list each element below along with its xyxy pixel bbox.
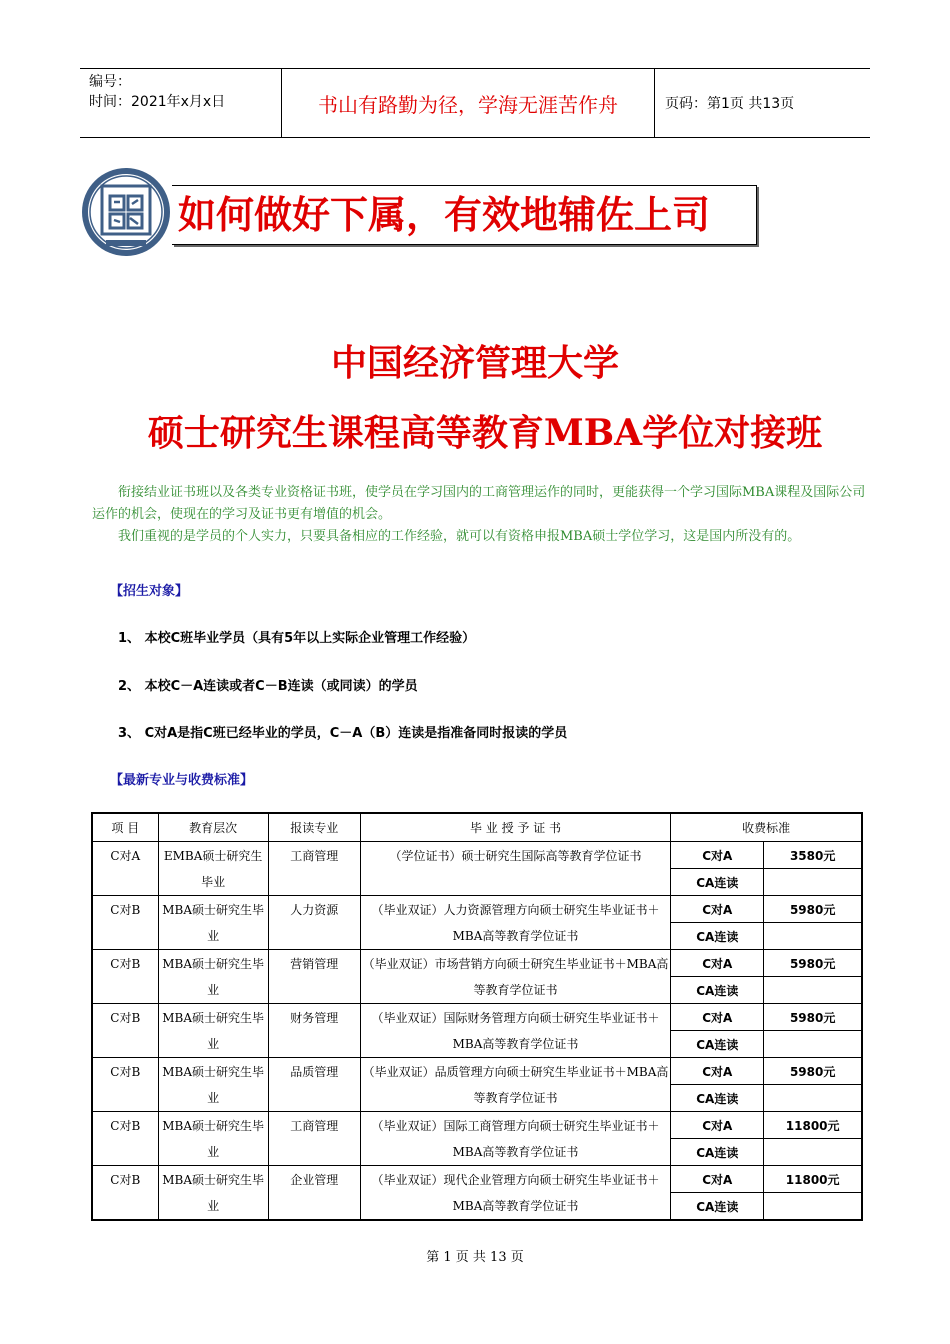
cell-item: C对B	[92, 896, 158, 950]
university-title: 中国经济管理大学	[330, 342, 619, 384]
cell-level: EMBA硕士研究生毕业	[158, 842, 268, 896]
column-header: 收费标准	[671, 813, 862, 842]
intro-paragraph: 衔接结业证书班以及各类专业资格证书班，使学员在学习国内的工商管理运作的同时，更能获得一个学习国际MBA课程及国际公司运作的机会，使现在的学习及证书更有增值的机会。	[92, 485, 866, 522]
document-banner-title: 如何做好下属，有效地辅佐上司	[172, 185, 757, 245]
cell-cert: （毕业双证）国际工商管理方向硕士研究生毕业证书＋MBA高等教育学位证书	[360, 1112, 670, 1166]
cell-fee-value	[764, 1085, 862, 1112]
cell-level: MBA硕士研究生毕业	[158, 1112, 268, 1166]
column-header: 教育层次	[158, 813, 268, 842]
table-row	[92, 896, 862, 923]
enroll-item: 1、 本校C班毕业学员（具有5年以上实际企业管理工作经验）	[118, 631, 476, 646]
table-row	[92, 842, 862, 869]
table-row	[92, 1004, 862, 1031]
cell-fee-value	[764, 923, 862, 950]
header-page-info: 页码：第1页 共13页	[665, 96, 795, 112]
cell-fee-value: 5980元	[764, 1058, 862, 1085]
cell-fee-label: CA连读	[671, 869, 764, 896]
fees-heading: 【最新专业与收费标准】	[110, 773, 254, 788]
cell-fee-label: C对A	[671, 950, 764, 977]
number-label: 编号：	[89, 74, 131, 90]
cell-fee-label: CA连读	[671, 923, 764, 950]
enroll-item: 2、 本校C－A连读或者C－B连读（或同读）的学员	[118, 679, 418, 694]
cell-fee-label: C对A	[671, 842, 764, 869]
cell-cert: （学位证书）硕士研究生国际高等教育学位证书	[360, 842, 670, 896]
cell-fee-value: 11800元	[764, 1166, 862, 1193]
intro-text	[92, 482, 872, 548]
cell-item: C对B	[92, 1058, 158, 1112]
time-label: 时间：2021年x月x日	[89, 94, 226, 110]
cell-fee-value	[764, 1139, 862, 1166]
cell-fee-label: C对A	[671, 1166, 764, 1193]
cell-major: 企业管理	[268, 1166, 360, 1221]
table-row	[92, 1058, 862, 1085]
cell-cert: （毕业双证）市场营销方向硕士研究生毕业证书＋MBA高等教育学位证书	[360, 950, 670, 1004]
cell-item: C对B	[92, 1004, 158, 1058]
cell-fee-value: 3580元	[764, 842, 862, 869]
cell-item: C对A	[92, 842, 158, 896]
cell-level: MBA硕士研究生毕业	[158, 1058, 268, 1112]
cell-major: 财务管理	[268, 1004, 360, 1058]
cell-level: MBA硕士研究生毕业	[158, 896, 268, 950]
header-meta	[80, 69, 282, 137]
cell-major: 人力资源	[268, 896, 360, 950]
cell-level: MBA硕士研究生毕业	[158, 1166, 268, 1221]
intro-paragraph: 我们重视的是学员的个人实力，只要具备相应的工作经验，就可以有资格申报MBA硕士学位学习，这是国内所没有的。	[118, 529, 801, 544]
cell-fee-label: CA连读	[671, 1193, 764, 1221]
cell-cert: （毕业双证）人力资源管理方向硕士研究生毕业证书＋MBA高等教育学位证书	[360, 896, 670, 950]
cell-major: 品质管理	[268, 1058, 360, 1112]
cell-fee-value	[764, 869, 862, 896]
cell-major: 工商管理	[268, 1112, 360, 1166]
university-seal-logo	[80, 166, 172, 258]
cell-major: 工商管理	[268, 842, 360, 896]
cell-fee-label: CA连读	[671, 1085, 764, 1112]
cell-fee-value: 5980元	[764, 950, 862, 977]
cell-fee-value: 5980元	[764, 1004, 862, 1031]
cell-fee-label: CA连读	[671, 1139, 764, 1166]
cell-fee-label: C对A	[671, 896, 764, 923]
page-footer: 第 1 页 共 13 页	[426, 1250, 524, 1265]
cell-major: 营销管理	[268, 950, 360, 1004]
cell-level: MBA硕士研究生毕业	[158, 1004, 268, 1058]
cell-fee-label: C对A	[671, 1058, 764, 1085]
cell-item: C对B	[92, 1166, 158, 1221]
cell-fee-label: CA连读	[671, 977, 764, 1004]
fee-table	[91, 812, 863, 1221]
cell-fee-label: CA连读	[671, 1031, 764, 1058]
cell-fee-value: 11800元	[764, 1112, 862, 1139]
page-header	[80, 68, 870, 138]
cell-fee-value	[764, 977, 862, 1004]
cell-cert: （毕业双证）现代企业管理方向硕士研究生毕业证书＋MBA高等教育学位证书	[360, 1166, 670, 1221]
enroll-heading: 【招生对象】	[110, 584, 189, 599]
table-row	[92, 950, 862, 977]
cell-fee-label: C对A	[671, 1112, 764, 1139]
column-header: 毕 业 授 予 证 书	[360, 813, 670, 842]
cell-cert: （毕业双证）品质管理方向硕士研究生毕业证书＋MBA高等教育学位证书	[360, 1058, 670, 1112]
cell-item: C对B	[92, 950, 158, 1004]
header-motto: 书山有路勤为径，学海无涯苦作舟	[282, 69, 655, 137]
cell-level: MBA硕士研究生毕业	[158, 950, 268, 1004]
cell-item: C对B	[92, 1112, 158, 1166]
cell-cert: （毕业双证）国际财务管理方向硕士研究生毕业证书＋MBA高等教育学位证书	[360, 1004, 670, 1058]
cell-fee-value: 5980元	[764, 896, 862, 923]
cell-fee-value	[764, 1193, 862, 1221]
program-title: 硕士研究生课程高等教育MBA学位对接班	[147, 412, 823, 454]
column-header: 项 目	[92, 813, 158, 842]
cell-fee-label: C对A	[671, 1004, 764, 1031]
enroll-item: 3、 C对A是指C班已经毕业的学员，C－A（B）连读是指准备同时报读的学员	[118, 726, 568, 741]
table-header-row	[92, 813, 862, 842]
table-row	[92, 1112, 862, 1139]
table-row	[92, 1166, 862, 1193]
cell-fee-value	[764, 1031, 862, 1058]
column-header: 报读专业	[268, 813, 360, 842]
